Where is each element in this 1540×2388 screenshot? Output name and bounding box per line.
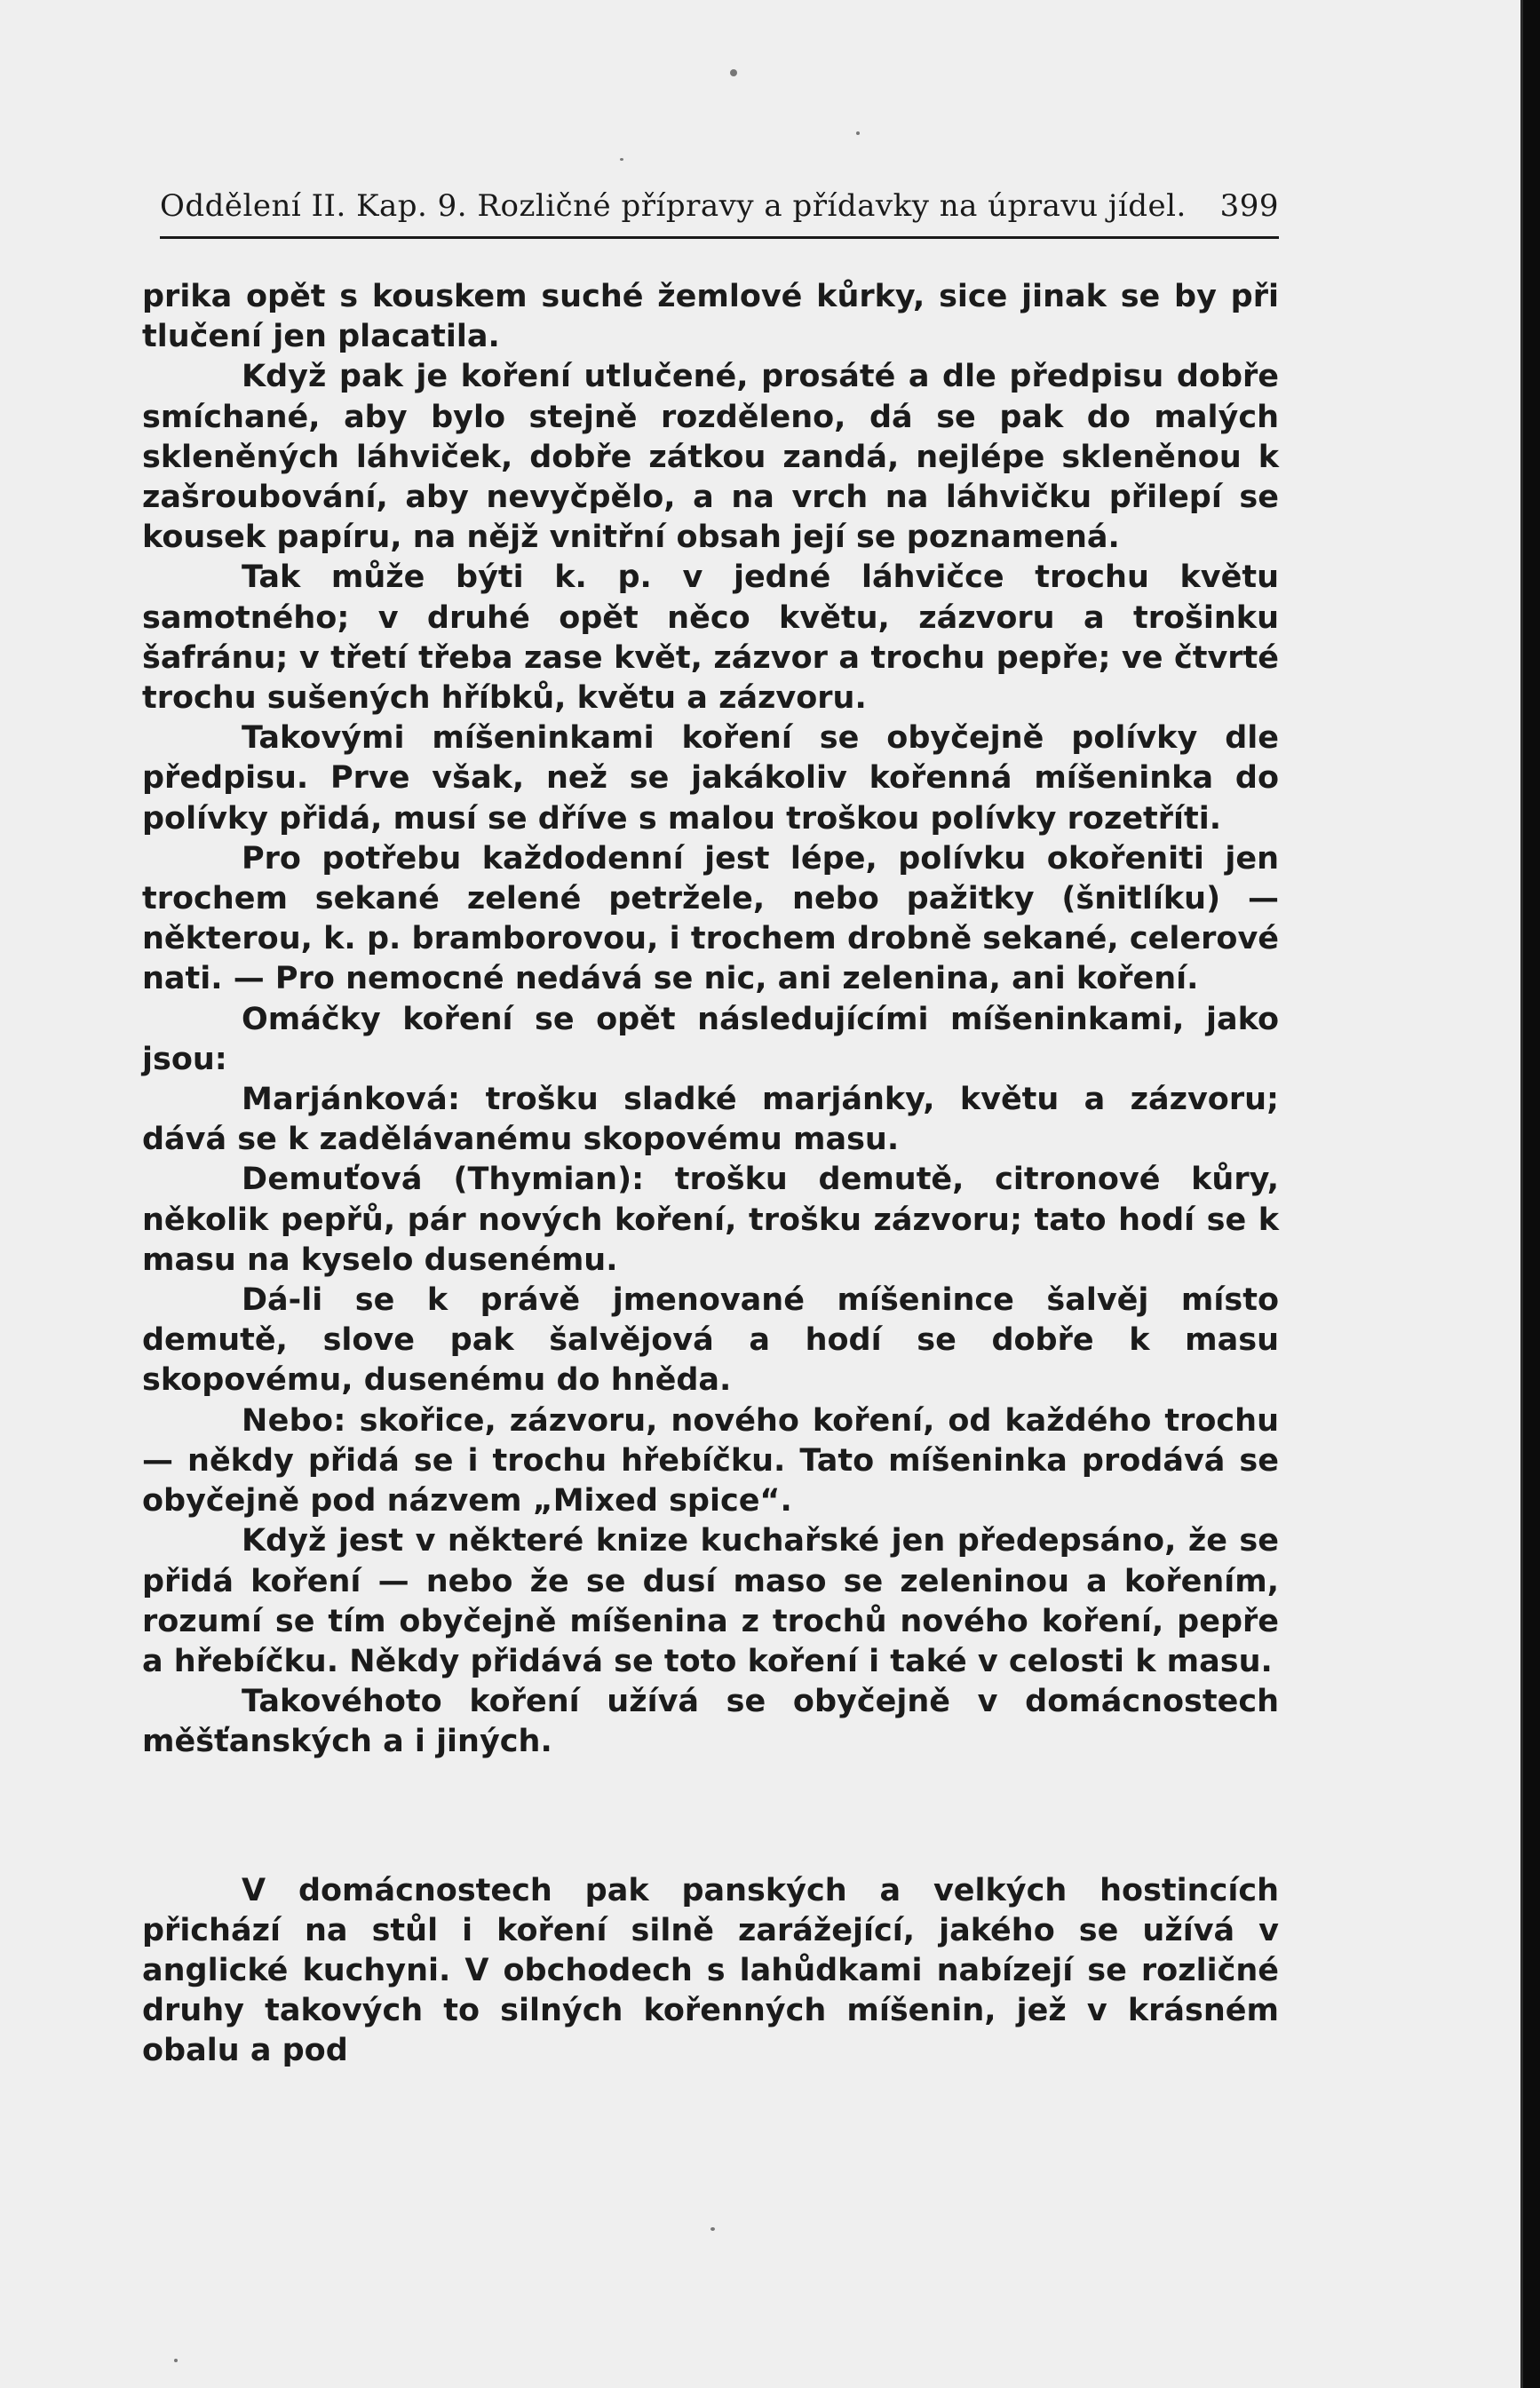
paragraph-12: Takovéhoto koření užívá se obyčejně v domácnostech měšťanských a i jiných.	[142, 1684, 1279, 1760]
paragraph-2: Když pak je koření utlučené, prosáté a dle předpisu dobře smíchané, aby bylo stejně rozděleno, dá se pak do malých skleněných láhviček, dobře zátkou zandá, nejlépe skleněnou k zašroubování, aby nevyčpělo, a na vrch na láhvičku přilepí se kousek papíru, na nějž vnitřní obsah její se poznamená.	[142, 359, 1279, 556]
scan-speck	[730, 69, 737, 76]
page-number: 399	[1219, 188, 1279, 224]
paragraph-demutova: Demuťová (Thymian): trošku demutě, citronové kůry, několik pepřů, pár nových koření, trošku zázvoru; tato hodí se k masu na kyselo dusenému.	[142, 1162, 1279, 1278]
scan-speck	[174, 2359, 178, 2362]
paragraph-9: Dá-li se k právě jmenované míšenince šalvěj místo demutě, slove pak šalvějová a hodí se dobře k masu skopovému, dusenému do hněda.	[142, 1282, 1279, 1399]
paragraph-13: V domácnostech pak panských a velkých hostincích přichází na stůl i koření silně zarážející, jakého se užívá v anglické kuchyni. V obchodech s lahůdkami nabízejí se rozličné druhy takových to silných kořenných míšenin, jež v krásném obalu a pod	[142, 1872, 1279, 2069]
paragraph-6: Omáčky koření se opět následujícími míšeninkami, jako jsou:	[142, 1001, 1279, 1077]
running-title: Oddělení II. Kap. 9. Rozličné přípravy a přídavky na úpravu jídel.	[160, 188, 1187, 224]
page-body	[142, 277, 1279, 2072]
term-demutova: Demuťová	[242, 1162, 423, 1198]
term-marjankova: Marjánková:	[242, 1082, 461, 1118]
scan-dark-edge	[1520, 0, 1540, 2388]
paragraph-5: Pro potřebu každodenní jest lépe, polívku okořeniti jen trochem sekané zelené petržele, nebo pažitky (šnitlíku) — některou, k. p. bramborovou, i trochem drobně sekané, celerové nati. — Pro nemocné nedává se nic, ani zelenina, ani koření.	[142, 840, 1279, 997]
paragraph-nebo: Nebo: skořice, zázvoru, nového koření, od každého trochu — někdy přidá se i trochu hřebíčku. Tato míšeninka prodává se obyčejně pod názvem „Mixed spice“.	[142, 1402, 1279, 1519]
paragraph-11: Když jest v některé knize kuchařské jen předepsáno, že se přidá koření — nebo že se dusí maso se zeleninou a kořením, rozumí se tím obyčejně míšenina z trochů nového koření, pepře a hřebíčku. Někdy přidává se toto koření i také v celosti k masu.	[142, 1523, 1279, 1679]
paragraph-3: Tak může býti k. p. v jedné láhvičce trochu květu samotného; v druhé opět něco květu, zázvoru a trošinku šafránu; v třetí třeba zase květ, zázvor a trochu pepře; ve čtvrté trochu sušených hříbků, květu a zázvoru.	[142, 559, 1279, 717]
paragraph-4: Takovými míšeninkami koření se obyčejně polívky dle předpisu. Prve však, než se jakákoliv kořenná míšeninka do polívky přidá, musí se dříve s malou troškou polívky rozetříti.	[142, 720, 1279, 837]
paragraph-marjankova: Marjánková: trošku sladké marjánky, květu a zázvoru; dává se k zadělávanému skopovému masu.	[142, 1082, 1279, 1158]
running-header	[160, 183, 1279, 239]
scan-speck	[856, 131, 860, 135]
paragraph-1: prika opět s kouskem suché žemlové kůrky, sice jinak se by při tlučení jen placatila.	[142, 279, 1279, 355]
scan-speck	[620, 158, 623, 161]
term-nebo: Nebo:	[242, 1402, 346, 1439]
scan-speck	[710, 2227, 715, 2231]
